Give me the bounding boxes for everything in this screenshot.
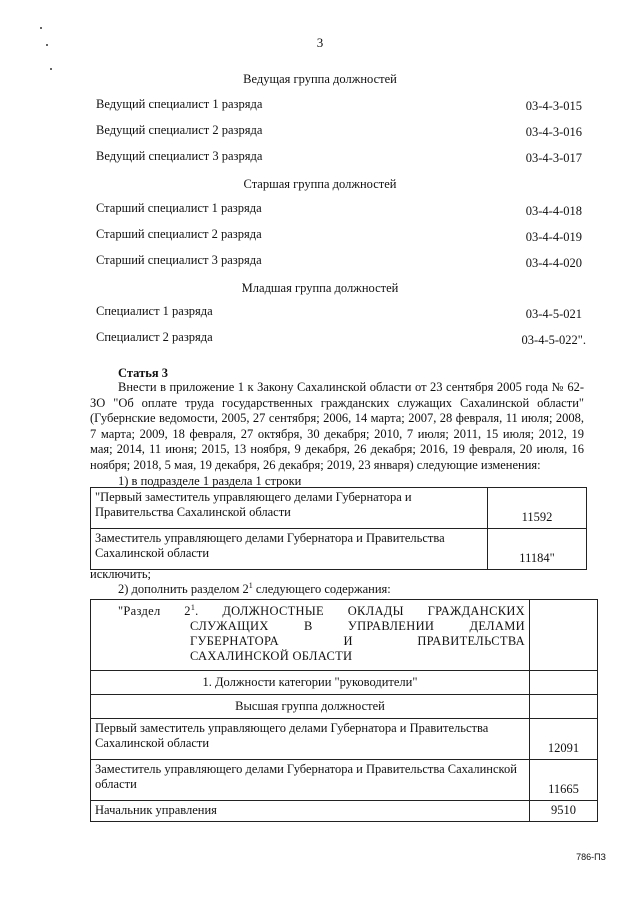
position-cell: Заместитель управляющего делами Губернатора и Правительства Сахалинской области (91, 529, 488, 570)
table-row (91, 529, 587, 570)
position-title: Старший специалист 2 разряда (96, 227, 262, 241)
section-heading-line: СЛУЖАЩИХ В УПРАВЛЕНИИ ДЕЛАМИ (190, 619, 525, 633)
empty-cell (530, 600, 598, 671)
document-code: 786-ПЗ (576, 852, 606, 862)
position-code: 03-4-5-021 (525, 307, 582, 321)
rows-to-remove-table (90, 487, 587, 570)
new-section-table (90, 599, 598, 822)
position-title: Специалист 1 разряда (96, 304, 213, 318)
section-word: ОКЛАДЫ (347, 604, 404, 618)
position-code: 03-4-4-020 (525, 256, 582, 270)
amendment-item-1: 1) в подразделе 1 раздела 1 строки (118, 474, 302, 488)
position-title: Ведущий специалист 2 разряда (96, 123, 263, 137)
article-title: Статья 3 (118, 366, 168, 380)
leading-group-heading: Ведущая группа должностей (243, 72, 397, 86)
section-heading-line: САХАЛИНСКОЙ ОБЛАСТИ (190, 649, 353, 663)
position-title: Ведущий специалист 3 разряда (96, 149, 263, 163)
position-code: 03-4-4-018 (525, 204, 582, 218)
senior-group-heading: Старшая группа должностей (243, 177, 397, 191)
exclude-text: исключить; (90, 567, 152, 581)
section-word: ГРАЖДАНСКИХ (427, 604, 525, 618)
position-cell: Начальник управления (91, 801, 530, 822)
empty-cell (530, 671, 598, 695)
salary-cell: 11184" (488, 529, 587, 570)
position-code: 03-4-5-022". (521, 333, 586, 347)
section-number (184, 604, 198, 619)
table-row (91, 760, 598, 801)
salary-cell: 11592 (488, 488, 587, 529)
position-title: Ведущий специалист 1 разряда (96, 97, 263, 111)
item2-suffix: следующего содержания: (252, 582, 391, 596)
table-row (91, 600, 598, 671)
table-row (91, 671, 598, 695)
section-dot: . (195, 604, 199, 618)
section-word: "Раздел (118, 604, 161, 618)
salary-cell: 11665 (530, 760, 598, 801)
position-title: Специалист 2 разряда (96, 330, 213, 344)
position-code: 03-4-4-019 (525, 230, 582, 244)
item2-prefix: 2) дополнить разделом 2 (118, 582, 249, 596)
scan-speck (50, 68, 52, 70)
position-title: Старший специалист 1 разряда (96, 201, 262, 215)
position-code: 03-4-3-015 (525, 99, 582, 113)
article-paragraph (90, 380, 584, 474)
section-heading-cell (91, 600, 530, 671)
position-cell: Заместитель управляющего делами Губернатора и Правительства Сахалинской области (91, 760, 530, 801)
section-num: 2 (184, 604, 191, 618)
position-code: 03-4-3-016 (525, 125, 582, 139)
position-title: Старший специалист 3 разряда (96, 253, 262, 267)
section-heading-line: ГУБЕРНАТОРА И ПРАВИТЕЛЬСТВА (190, 634, 525, 648)
salary-cell: 9510 (530, 801, 598, 822)
position-cell: Первый заместитель управляющего делами Губернатора и Правительства Сахалинской области (91, 719, 530, 760)
table-row (91, 801, 598, 822)
group-cell: Высшая группа должностей (91, 695, 530, 719)
section-sup: 1 (190, 602, 196, 612)
table-row (91, 488, 587, 529)
position-code: 03-4-3-017 (525, 151, 582, 165)
amendment-item-2 (118, 582, 391, 597)
table-row (91, 719, 598, 760)
junior-group-heading: Младшая группа должностей (241, 281, 399, 295)
page-number: 3 (316, 35, 324, 50)
section-heading-line (118, 604, 525, 619)
item2-superscript: 1 (248, 580, 253, 590)
empty-cell (530, 695, 598, 719)
section-word: ДОЛЖНОСТНЫЕ (222, 604, 324, 618)
scan-speck (40, 27, 42, 29)
salary-cell: 12091 (530, 719, 598, 760)
position-cell: "Первый заместитель управляющего делами Губернатора и Правительства Сахалинской области (91, 488, 488, 529)
article-paragraph-text: Внести в приложение 1 к Закону Сахалинской области от 23 сентября 2005 года № 62-ЗО "Об оплате труда государственных гражданских служащих Сахалинской области" (Губернские ведомости, 2005, 27 сентября; 2006, 14 марта; 2007, 28 февраля, 11 июля; 2008, 7 марта; 2009, 18 февраля, 27 октября, 30 декабря; 2010, 7 июля; 2011, 15 июля; 2012, 19 мая; 2014, 11 июня; 2015, 13 ноября, 9 декабря, 26 декабря; 2016, 19 февраля, 20 июля, 16 ноября; 2018, 5 мая, 19 декабря, 26 декабря; 2019, 23 января) следующие изменения: (90, 380, 584, 472)
table-row (91, 695, 598, 719)
category-cell: 1. Должности категории "руководители" (91, 671, 530, 695)
